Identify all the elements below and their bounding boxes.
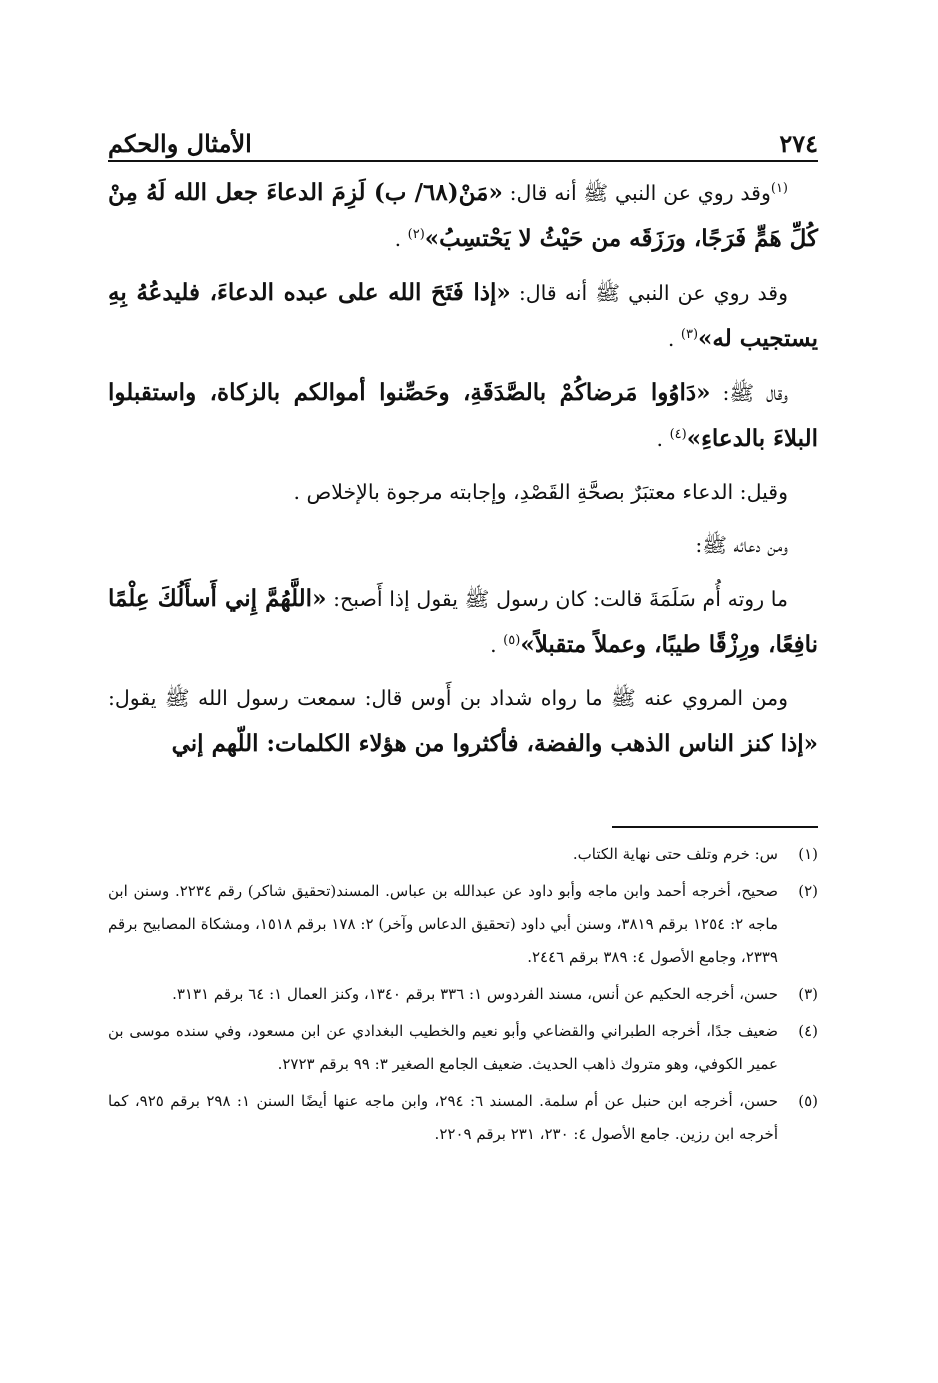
paragraph-text: ومن المروي عنه ﷺ ما رواه شداد بن أَوس قال: سمعت رسول الله ﷺ يقول: <box>108 686 788 710</box>
paragraph <box>108 576 818 668</box>
paragraph-text: وقد روي عن النبي ﷺ أنه قال: <box>502 181 771 205</box>
paragraph-end: . <box>394 227 408 251</box>
footnote-ref: (٣) <box>680 327 699 343</box>
running-title: الأمثال والحكم <box>108 129 252 158</box>
hadith-text: «إذا كنز الناس الذهب والفضة، فأكثروا من هؤلاء الكلمات: اللّهم إني <box>171 730 818 757</box>
footnote-number: (١) <box>798 845 818 863</box>
footnote-rule <box>612 826 818 828</box>
paragraph <box>108 370 818 462</box>
hadith-text: «دَاوُوا مَرضاكُمْ بالصَّدَقَةِ، وحَصِّنوا أموالكم بالزكاة، واستقبلوا البلاءَ بالدعاءِ» <box>108 379 818 452</box>
footnote <box>108 875 818 974</box>
footnote-number: (٢) <box>798 882 818 900</box>
hadith-text: «إذا فَتَحَ الله على عبده الدعاءَ، فليدعُهُ بِهِ يستجيب له» <box>108 279 818 352</box>
header-rule <box>108 160 818 162</box>
page-header <box>108 118 818 158</box>
paragraph <box>108 170 818 262</box>
paragraph-end: . <box>656 427 670 451</box>
footnotes <box>108 838 818 1155</box>
paragraph <box>108 523 818 568</box>
footnote <box>108 1015 818 1081</box>
paragraph-text: ومن دعائه ﷺ: <box>695 533 788 557</box>
paragraph-end: . <box>490 633 504 657</box>
footnote-number: (٥) <box>798 1092 818 1110</box>
footnote-ref: (٢) <box>407 227 425 243</box>
note-marker: (١) <box>770 181 788 197</box>
paragraph-text: وقد روي عن النبي ﷺ أنه قال: <box>510 281 788 305</box>
paragraph-end: . <box>667 327 681 351</box>
footnote <box>108 838 818 871</box>
paragraph-text: وقال ﷺ: <box>710 381 788 405</box>
footnote-number: (٣) <box>798 985 818 1003</box>
paragraph-text: وقيل: الدعاء معتبَرٌ بصحَّةِ القَصْدِ، وإجابته مرجوة بالإخلاص . <box>293 480 788 504</box>
paragraph <box>108 270 818 362</box>
hadith-text: «مَنْ(٦٨/ ب) لَزِمَ الدعاءَ جعل الله لَهُ مِنْ كُلِّ هَمٍّ فَرَجًا، ورَزَقَه من حَيْثُ لا يَحْتسِبُ» <box>108 179 818 252</box>
paragraph <box>108 676 818 767</box>
footnote-ref: (٤) <box>669 427 687 443</box>
paragraph-text: ما روته أُم سَلَمَةَ قالت: كان رسول ﷺ يقول إذا أَصبح: <box>326 587 788 611</box>
footnote <box>108 978 818 1011</box>
footnote-ref: (٥) <box>503 633 521 649</box>
footnote-number: (٤) <box>798 1022 818 1040</box>
hadith-text: «اللَّهُمَّ إِني أَسأَلُكَ عِلْمًا نافِعًا، ورِزْقًا طيبًا، وعملاً متقبلاً» <box>108 585 818 658</box>
footnote <box>108 1085 818 1151</box>
footnote-text: س: خرم وتلف حتى نهاية الكتاب. <box>572 845 778 863</box>
footnote-text: حسن، أخرجه ابن حنبل عن أم سلمة. المسند ٦: ٢٩٤، وابن ماجه عنها أيضًا السنن ١: ٢٩٨ برقم ٩٢٥، كما أخرجه ابن رزين. جامع الأصول ٤: ٢٣٠، ٢٣١ برقم ٢٢٠٩. <box>108 1092 779 1143</box>
footnote-text: ضعيف جدًا، أخرجه الطبراني والقضاعي وأبو نعيم والخطيب البغدادي عن ابن مسعود، وفي سنده موسى بن عمير الكوفي، وهو متروك ذاهب الحديث. ضعيف الجامع الصغير ٣: ٩٩ برقم ٢٧٢٣. <box>108 1022 778 1073</box>
page-number: ٢٧٤ <box>779 129 818 158</box>
footnote-text: حسن، أخرجه الحكيم عن أنس، مسند الفردوس ١: ٣٣٦ برقم ١٣٤٠، وكنز العمال ١: ٦٤ برقم ٣١٣١. <box>172 985 778 1003</box>
main-text <box>108 170 818 775</box>
footnote-text: صحيح، أخرجه أحمد وابن ماجه وأبو داود عن عبدالله بن عباس. المسند(تحقيق شاكر) رقم ٢٢٣٤. وسنن ابن ماجه ٢: ١٢٥٤ برقم ٣٨١٩، وسنن أبي داود (تحقيق الدعاس وآخر) ٢: ١٧٨ برقم ١٥١٨، ومشكاة المصابيح برقم ٢٣٣٩، وجامع الأصول ٤: ٣٨٩ برقم ٢٤٤٦. <box>108 882 778 966</box>
paragraph <box>108 470 818 515</box>
